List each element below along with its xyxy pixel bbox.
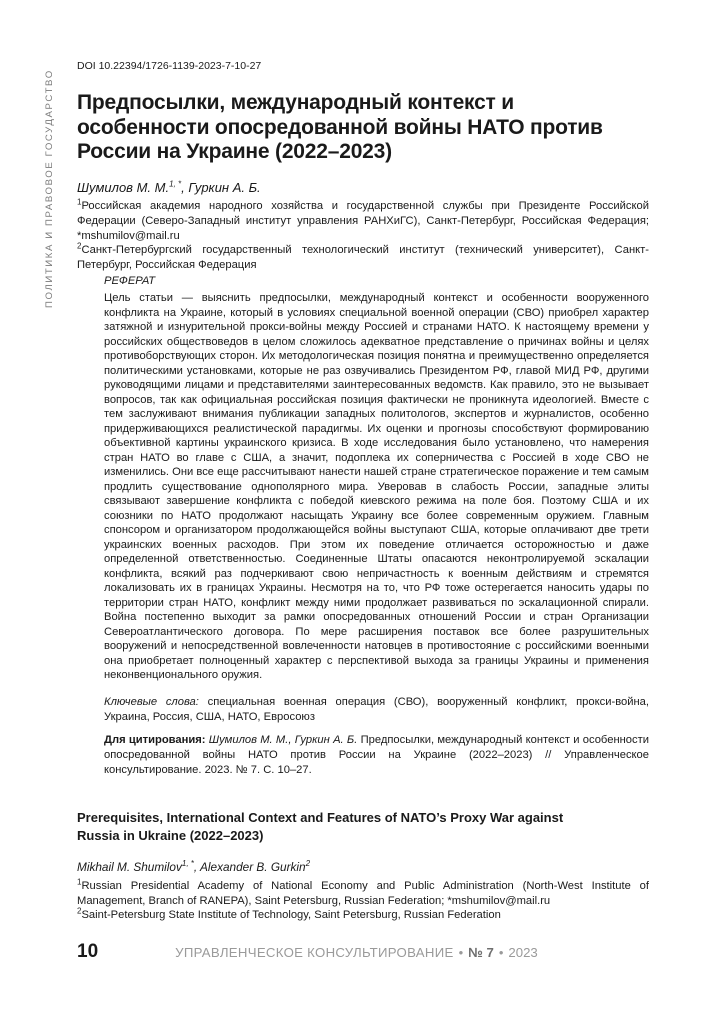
authors-en <box>77 860 310 874</box>
affiliation-number: 2 <box>77 906 82 916</box>
author-2-en-affil: 2 <box>305 859 311 869</box>
keywords-label: Ключевые слова: <box>104 696 199 708</box>
abstract-heading: РЕФЕРАТ <box>104 275 156 287</box>
citation <box>104 733 649 778</box>
doi[interactable]: DOI 10.22394/1726-1139-2023-7-10-27 <box>77 60 262 72</box>
affiliation-number: 2 <box>77 241 82 251</box>
citation-authors: Шумилов М. М., Гуркин А. Б. <box>208 734 358 746</box>
page-number: 10 <box>77 941 99 962</box>
author-1-en-affil: 1, * <box>181 859 194 869</box>
footer-separator: • <box>458 945 464 960</box>
author-2-en: Alexander B. Gurkin <box>200 860 306 874</box>
article-title-en: Prerequisites, International Context and Features of NATO’s Proxy War against Russia in Ukraine (2022–2023) <box>77 810 564 843</box>
affiliation-number: 1 <box>77 197 82 207</box>
author-separator-en: , <box>193 860 198 874</box>
affiliation-number: 1 <box>77 877 82 887</box>
affiliation-text: Saint-Petersburg State Institute of Technology, Saint Petersburg, Russian Federation <box>81 909 501 921</box>
affiliation-text: Russian Presidential Academy of National Economy and Public Administration (North-West Institute of Management, Branch of RANEPA), Saint Petersburg, Russian Federation; *mshumilov@mail.ru <box>77 880 649 907</box>
affiliation-ru-1 <box>77 199 649 245</box>
author-1: Шумилов М. М. <box>77 180 170 195</box>
affiliation-text: Российская академия народного хозяйства и государственной службы при Президенте Российской Федерации (Северо-Западный институт управления РАНХиГС), Санкт-Петербург, Российская Федерация; *mshumilov@mail.ru <box>77 200 649 243</box>
author-1-en: Mikhail M. Shumilov <box>77 860 182 874</box>
citation-label: Для цитирования: <box>104 734 206 746</box>
section-side-label <box>44 58 56 308</box>
author-1-affil: 1, * <box>169 179 182 189</box>
affiliation-en-1 <box>77 879 649 908</box>
author-separator: , <box>181 180 185 195</box>
keywords <box>104 695 649 725</box>
affiliation-en-2 <box>77 908 649 923</box>
footer-separator: • <box>498 945 504 960</box>
issue-number: № 7 <box>468 945 494 960</box>
journal-name: УПРАВЛЕНЧЕСКОЕ КОНСУЛЬТИРОВАНИЕ <box>175 945 454 960</box>
authors-ru <box>77 180 261 195</box>
section-side-label-text: ПОЛИТИКА И ПРАВОВОЕ ГОСУДАРСТВО <box>44 69 55 308</box>
affiliation-ru-2 <box>77 243 649 273</box>
affiliation-text: Санкт-Петербургский государственный технологический институт (технический университет), Санкт-Петербург, Российская Федерация <box>77 244 649 272</box>
article-title: Предпосылки, международный контекст и особенности опосредованной войны НАТО против России на Украине (2022–2023) <box>77 91 603 163</box>
citation-text: Предпосылки, международный контекст и особенности опосредованной войны НАТО против России на Украине (2022–2023) // Управленческое консультирование. 2023. № 7. С. 10–27. <box>104 734 649 776</box>
keywords-text: специальная военная операция (СВО), вооруженный конфликт, прокси-война, Украина, Россия, США, НАТО, Евросоюз <box>104 696 649 723</box>
issue-year: 2023 <box>508 945 538 960</box>
page-footer <box>77 941 538 963</box>
abstract-text: Цель статьи — выяснить предпосылки, международный контекст и особенности вооруженного конфликта на Украине, который в условиях специальной военной операции (СВО) приобрел характер затяжной и изнурительной прокси-войны между Россией и странами НАТО. К настоящему времени у российских обществоведов в целом сложилось адекватное представление о причинах войны и целях противоборствующих сторон. Их методологическая позиция понятна и преимущественно определяется политическими установками, которые не раз озвучивались Президентом РФ, главой МИД РФ, другими руководящими лицами и представителями заинтересованных ведомств. Как правило, это не вызывает вопросов, так как официальная российская позиция фактически не проникнута идеологией. Вместе с тем заслуживают внимания публикации западных политологов, экспертов и журналистов, особенно придерживающихся реалистической парадигмы. Их оценки и прогнозы способствуют формированию объективной картины украинского кризиса. В ходе исследования было установлено, что намерения стран НАТО во главе с США, а значит, подоплека их соперничества с Россией в ходе СВО не изменились. Они все еще рассчитывают нанести нашей стране стратегическое поражение и тем самым продлить существование однополярного мира. Уверовав в слабость России, западные элиты связывают завершение конфликта с победой киевского режима на поле боя. Поэтому США и их союзники по НАТО продолжают насыщать Украину все более современным оружием. Главным спонсором и организатором продолжающейся войны выступают США, которые оплачивают две трети украинских военных расходов. При этом их поведение отличается осторожностью и даже определенной ответственностью. Соединенные Штаты опасаются неконтролируемой эскалации конфликта, всякий раз подчеркивают свою непричастность к военным действиям и стремятся локализовать их в границах Украины. Несмотря на то, что РФ тоже остерегается наносить удары по территории стран НАТО, конфликт между ними продолжает развиваться по эскалационной спирали. Война постепенно выходит за рамки опосредованных отношений России и стран Организации Североатлантического договора. По мере расширения поставок все более разрушительных вооружений и непосредственной вовлеченности натовцев в противостояние с российскими военными она приобретает полноценный характер с перспективой выхода за границы Украины и применения неконвенционального оружия. <box>104 292 649 681</box>
author-2: Гуркин А. Б. <box>188 180 261 195</box>
